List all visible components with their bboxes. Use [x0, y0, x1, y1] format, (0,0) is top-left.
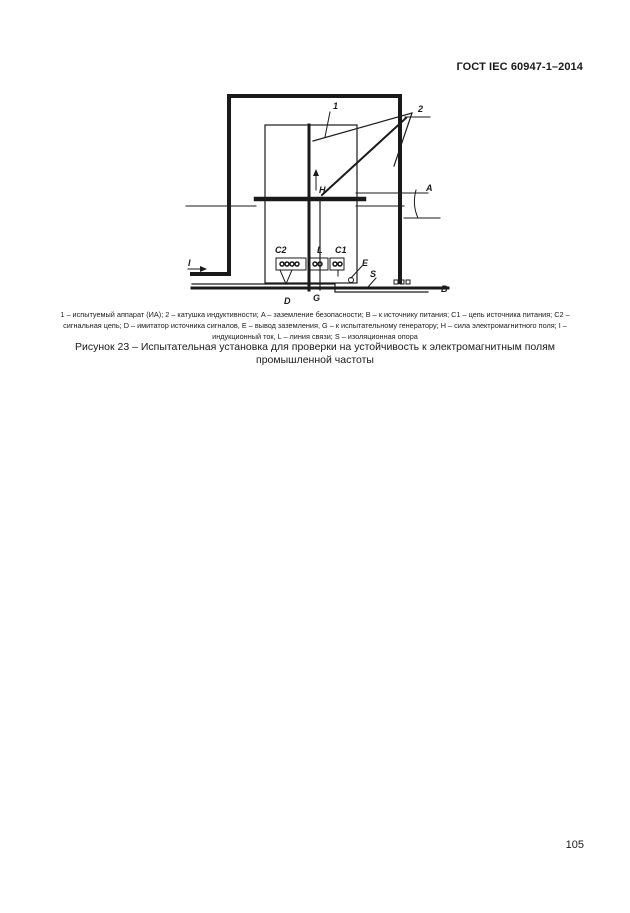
label-field: H	[319, 185, 326, 195]
label-ground-terminal: E	[362, 258, 369, 268]
figure-legend: 1 – испытуемый аппарат (ИА); 2 – катушка индуктивности; A – заземление безопасности; B – к источнику питания; C1 – цепь источника питания; C2 – сигнальная цепь; D – имитатор источника сигналов, E – вывод заземления, G – к испытательному генератору; H – сила электромагнитного поля; I – индукционный ток, L – линия связи; S – изоляционная опора	[60, 310, 570, 341]
coil-frame	[192, 96, 400, 282]
power-terminal-3	[406, 280, 410, 284]
label-generator: G	[313, 293, 321, 303]
test-setup-diagram	[0, 0, 630, 320]
page-number: 105	[565, 839, 584, 851]
figure-caption: Рисунок 23 – Испытательная установка для проверки на устойчивость к электромагнитным полям промышленной частоты	[74, 341, 556, 366]
label-power-source: B	[441, 284, 448, 294]
label-safety-ground: A	[426, 183, 433, 193]
label-signal-simulator: D	[284, 296, 291, 306]
circuit-coils	[280, 262, 342, 266]
safety-ground-bracket	[414, 190, 418, 218]
signal-simulator-symbol	[280, 270, 292, 284]
label-eut: 1	[333, 101, 339, 111]
test-setup-figure	[0, 0, 630, 320]
label-coil: 2	[418, 104, 424, 114]
power-terminal-1	[394, 280, 398, 284]
label-induced-current: I	[188, 258, 191, 268]
document-header: ГОСТ IEC 60947-1–2014	[456, 61, 583, 73]
current-arrow-head	[200, 266, 207, 272]
label-insulating-support: S	[370, 269, 377, 279]
label-coupling-line: L	[317, 245, 323, 255]
apparatus-box	[265, 125, 357, 283]
label-signal-circuit: C2	[275, 245, 287, 255]
field-arrow-head	[313, 169, 319, 176]
label-power-circuit: C1	[335, 245, 347, 255]
coil-lead-diagonal	[322, 118, 406, 195]
insulating-support-pointer	[368, 278, 376, 287]
